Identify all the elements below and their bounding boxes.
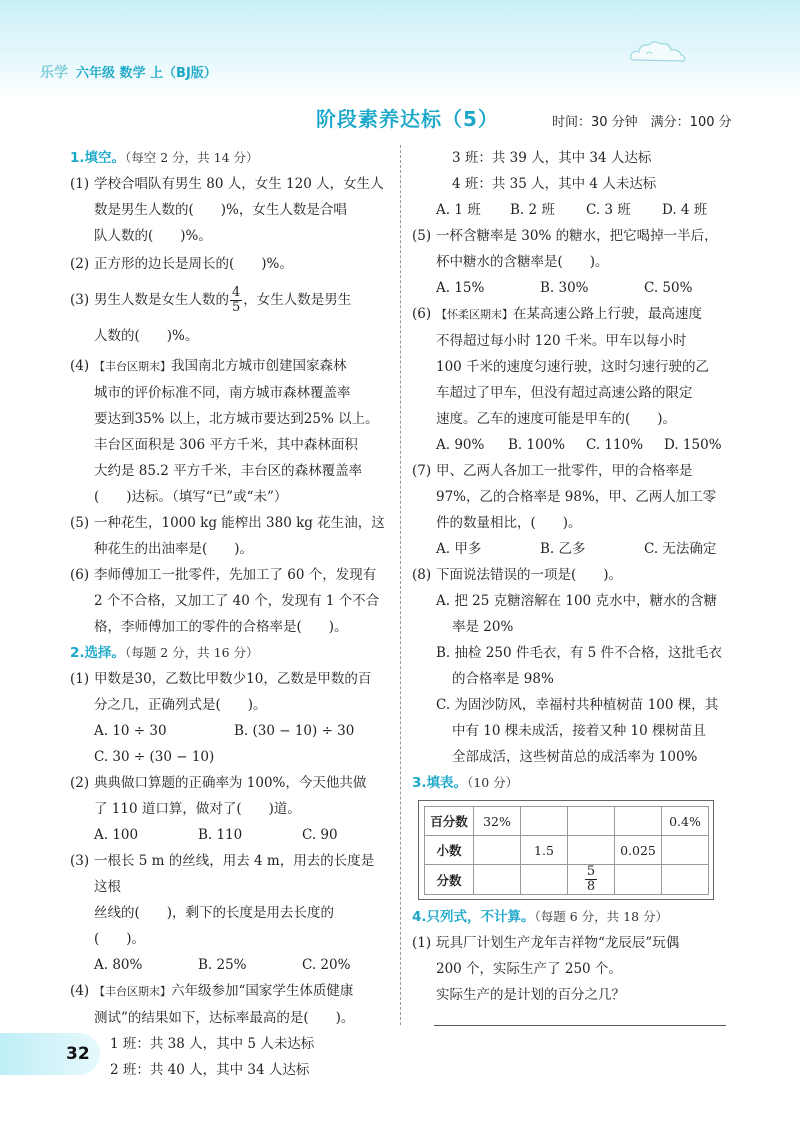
question-1-3: [70, 281, 385, 349]
option-d: D. 150%: [664, 437, 722, 453]
brand: [40, 62, 217, 82]
question-line: [436, 301, 734, 328]
question-2-7: [412, 458, 734, 562]
section-2-header: [70, 640, 385, 666]
question-line: 队人数的( )%。: [94, 228, 212, 244]
table-cell[interactable]: [568, 836, 615, 865]
source-tag: 【丰台区期末】: [94, 985, 171, 998]
question-number: (2): [70, 256, 90, 272]
text-run: 我国南北方城市创建国家森林: [171, 358, 347, 374]
text-run: 在某高速公路上行驶，最高速度: [513, 306, 702, 322]
section-note: （每空 2 分，共 14 分）: [125, 150, 259, 165]
class-1-result: 1 班：共 38 人，其中 5 人未达标: [110, 1036, 315, 1052]
question-line: 车超过了甲车，但没有超过高速公路的限定: [436, 385, 693, 401]
question-number: (4): [70, 358, 90, 374]
option-a: A. 15%: [436, 280, 485, 296]
question-2-3: [70, 848, 385, 978]
question-line: [94, 353, 385, 380]
brand-logo: 乐学: [40, 65, 68, 81]
option-c: C. 90: [302, 827, 338, 843]
question-number: (1): [70, 671, 90, 687]
options: [436, 275, 734, 301]
table-cell[interactable]: [615, 865, 662, 895]
section-1-header: [70, 145, 385, 171]
option-a: A. 1 班: [436, 202, 481, 218]
option-c: C. 30 ÷ (30 − 10): [94, 749, 215, 765]
question-number: (5): [70, 515, 90, 531]
table-cell[interactable]: [521, 807, 568, 836]
question-2-6: [412, 301, 734, 458]
question-line: 数是男生人数的( )%，女生人数是合唱: [94, 202, 347, 218]
table-row: [425, 807, 709, 836]
question-line: 实际生产的是计划的百分之几？: [436, 987, 625, 1003]
question-line: 不得超过每小时 120 千米。甲车以每小时: [436, 333, 687, 349]
time-info: 时间：30 分钟 满分：100 分: [552, 115, 732, 130]
option-a-cont: 率是 20%: [452, 619, 514, 635]
question-number: (8): [412, 567, 432, 583]
options: [94, 822, 385, 848]
question-line: 杯中糖水的含糖率是( )。: [436, 254, 609, 270]
table-cell: 0.4%: [662, 807, 709, 836]
numerator: 5: [586, 864, 596, 879]
table-cell: 1.5: [521, 836, 568, 865]
question-line: 200 个，实际生产了 250 个。: [436, 961, 622, 977]
question-line: 分之几，正确列式是( )。: [94, 697, 267, 713]
section-3-header: [412, 770, 734, 796]
source-tag: 【怀柔区期末】: [436, 308, 513, 321]
question-number: (7): [412, 463, 432, 479]
question-2-1: [70, 666, 385, 770]
section-title: 3.填表。: [412, 775, 468, 791]
question-line: 了 110 道口算，做对了( )道。: [94, 801, 301, 817]
table-row: [425, 865, 709, 895]
question-line: 速度。乙车的速度可能是甲车的( )。: [436, 411, 677, 427]
question-2-5: [412, 223, 734, 301]
option-b: B. 乙多: [540, 541, 586, 557]
question-line: 要达到35% 以上，北方城市要达到25% 以上。: [94, 411, 379, 427]
question-line: 李师傅加工一批零件，先加工了 60 个，发现有: [94, 567, 377, 583]
option-c: C. 50%: [644, 280, 693, 296]
question-2-2: [70, 770, 385, 848]
option-b: B. 25%: [198, 957, 247, 973]
table-cell[interactable]: [474, 836, 521, 865]
option-a: A. 80%: [94, 957, 143, 973]
question-line: 一根长 5 m 的丝线，用去 4 m，用去的长度是这根: [94, 853, 375, 895]
question-number: (4): [70, 983, 90, 999]
question-line: 一种花生，1000 kg 能榨出 380 kg 花生油，这: [94, 515, 385, 531]
fraction-5-8: [585, 865, 597, 894]
question-line: [94, 281, 385, 319]
row-header: 小数: [425, 836, 474, 865]
option-a: A. 90%: [436, 437, 485, 453]
denominator: 5: [232, 300, 241, 315]
table-cell[interactable]: [474, 865, 521, 895]
question-1-4: [70, 353, 385, 510]
left-column: [70, 145, 385, 1083]
question-line: 大约是 85.2 平方千米，丰台区的森林覆盖率: [94, 463, 363, 479]
question-line: 测试”的结果如下，达标率最高的是( )。: [94, 1010, 355, 1026]
option-d: D. 4 班: [662, 202, 708, 218]
question-line: 正方形的边长是周长的( )%。: [94, 256, 293, 272]
question-line: 玩具厂计划生产龙年吉祥物“龙辰辰”玩偶: [436, 935, 680, 951]
table-cell[interactable]: [662, 865, 709, 895]
section-4: [412, 904, 734, 1008]
option-a: A. 把 25 克糖溶解在 100 克水中，糖水的含糖: [436, 593, 717, 609]
table-cell: 0.025: [615, 836, 662, 865]
question-line: 97%，乙的合格率是 98%，甲、乙两人加工零: [436, 489, 717, 505]
question-1-2: [70, 251, 385, 277]
question-line: 学校合唱队有男生 80 人，女生 120 人，女生人: [94, 176, 384, 192]
question-2-4: [70, 978, 385, 1083]
options: [94, 952, 385, 978]
table-cell[interactable]: [568, 807, 615, 836]
option-b-cont: 的合格率是 98%: [452, 671, 554, 687]
numerator: 4: [232, 285, 241, 300]
question-line: 种花生的出油率是( )。: [94, 541, 254, 557]
column-divider: [400, 145, 401, 1025]
option-c-cont: 全部成活，这些树苗总的成活率为 100%: [452, 749, 698, 765]
question-line: [94, 978, 385, 1005]
question-number: (3): [70, 853, 90, 869]
question-line: 2 个不合格，又加工了 40 个，发现有 1 个不合: [94, 593, 380, 609]
source-tag: 【丰台区期末】: [94, 360, 171, 373]
fill-table: [424, 806, 709, 895]
class-4-result: 4 班：共 35 人，其中 4 人未达标: [452, 176, 657, 192]
option-b: B. (30 − 10) ÷ 30: [234, 723, 355, 739]
option-b: B. 110: [198, 827, 243, 843]
option-a: A. 甲多: [436, 541, 482, 557]
option-b: B. 2 班: [510, 202, 555, 218]
row-header: 分数: [425, 865, 474, 895]
table-row: [425, 836, 709, 865]
question-number: (3): [70, 292, 90, 308]
question-line: ( )达标。（填写“已”或“未”）: [94, 489, 288, 505]
section-note: （10 分）: [467, 775, 519, 790]
question-2-8: [412, 562, 734, 770]
options: [412, 197, 734, 223]
option-a: A. 10 ÷ 30: [94, 723, 167, 739]
option-a: A. 100: [94, 827, 139, 843]
denominator: 8: [586, 879, 596, 894]
question-line: 丰台区面积是 306 平方千米，其中森林面积: [94, 437, 358, 453]
question-4-1: [412, 930, 734, 1008]
option-c: C. 3 班: [586, 202, 631, 218]
option-b: B. 抽检 250 件毛衣，有 5 件不合格，这批毛衣: [436, 645, 723, 661]
text-run: 男生人数是女生人数的: [94, 292, 229, 308]
question-line: 格，李师傅加工的零件的合格率是( )。: [94, 619, 348, 635]
class-2-result: 2 班：共 40 人，其中 34 人达标: [110, 1062, 310, 1078]
brand-text: 六年级 数学 上（BJ版）: [76, 66, 217, 81]
question-number: (1): [412, 935, 432, 951]
question-number: (2): [70, 775, 90, 791]
question-1-5: [70, 510, 385, 562]
options: [436, 536, 734, 562]
text-run: ，女生人数是男生: [243, 292, 352, 308]
option-c-cont: 中有 10 棵未成活，接着又种 10 棵树苗且: [452, 723, 707, 739]
question-line: 甲、乙两人各加工一批零件，甲的合格率是: [436, 463, 693, 479]
table-cell[interactable]: [521, 865, 568, 895]
question-line: 人数的( )%。: [94, 328, 199, 344]
option-c: C. 110%: [586, 437, 644, 453]
options: [94, 718, 385, 744]
section-title: 1.填空。: [70, 150, 126, 166]
right-column: [412, 145, 734, 796]
section-note: （每题 2 分，共 16 分）: [125, 645, 259, 660]
section-title: 2.选择。: [70, 645, 126, 661]
question-line: 件的数量相比，( )。: [436, 515, 582, 531]
option-b: B. 30%: [540, 280, 589, 296]
question-line: 典典做口算题的正确率为 100%，今天他共做: [94, 775, 367, 791]
question-number: (1): [70, 176, 90, 192]
question-number: (6): [70, 567, 90, 583]
section-title: 4.只列式，不计算。: [412, 909, 535, 925]
table-cell[interactable]: [615, 807, 662, 836]
page-number: 32: [66, 1044, 90, 1064]
question-number: (6): [412, 306, 432, 322]
answer-line[interactable]: [434, 1025, 726, 1026]
cloud-icon: [628, 36, 688, 68]
option-c: C. 为固沙防风，幸福村共种植树苗 100 棵，其: [436, 697, 719, 713]
question-line: 一杯含糖率是 30% 的糖水，把它喝掉一半后，: [436, 228, 718, 244]
question-line: 下面说法错误的一项是( )。: [436, 567, 623, 583]
table-cell: [568, 865, 615, 895]
question-line: 丝线的( )，剩下的长度是用去长度的( )。: [94, 905, 335, 947]
question-line: 甲数是30，乙数比甲数少10，乙数是甲数的百: [94, 671, 372, 687]
section-note: （每题 6 分，共 18 分）: [534, 909, 669, 924]
question-line: 100 千米的速度匀速行驶，这时匀速行驶的乙: [436, 359, 710, 375]
fraction-4-5: [230, 286, 242, 315]
option-c: C. 无法确定: [644, 541, 717, 557]
table-cell[interactable]: [662, 836, 709, 865]
row-header: 百分数: [425, 807, 474, 836]
question-number: (5): [412, 228, 432, 244]
question-line: 城市的评价标准不同，南方城市森林覆盖率: [94, 385, 351, 401]
option-b: B. 100%: [508, 437, 566, 453]
option-c: C. 20%: [302, 957, 351, 973]
class-3-result: 3 班：共 39 人，其中 34 人达标: [452, 150, 652, 166]
options: [436, 432, 734, 458]
table-cell: 32%: [474, 807, 521, 836]
question-1-1: [70, 171, 385, 249]
section-4-header: [412, 904, 734, 930]
question-1-6: [70, 562, 385, 640]
text-run: 六年级参加“国家学生体质健康: [171, 983, 354, 999]
page-title: 阶段素养达标（5）: [316, 107, 499, 131]
